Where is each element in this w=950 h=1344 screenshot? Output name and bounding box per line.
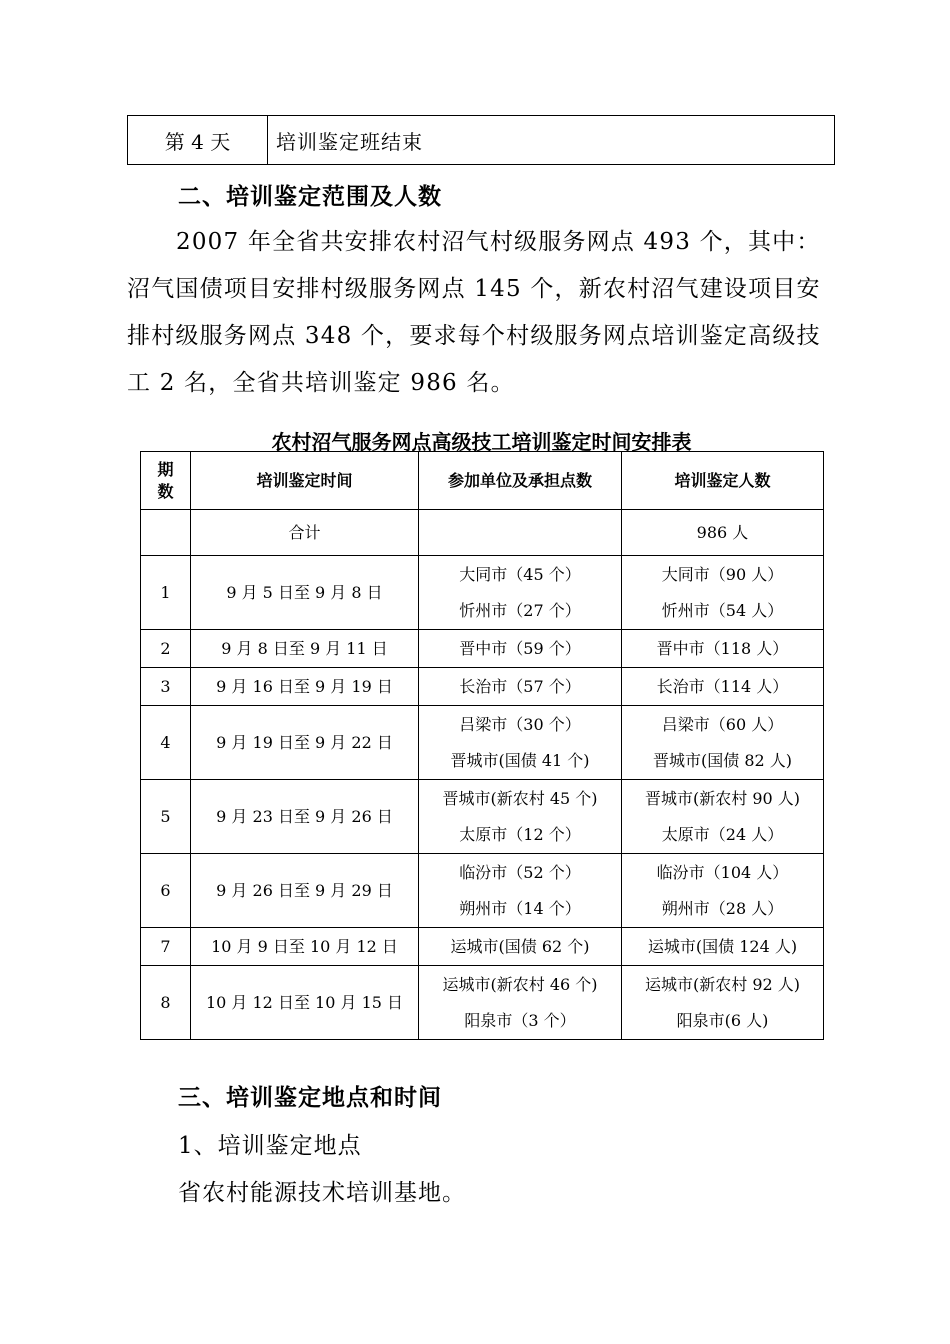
table-row [141, 630, 824, 668]
period-cell: 1 [141, 556, 191, 630]
units-cell: 晋中市（59 个） [419, 630, 622, 668]
period-cell: 7 [141, 928, 191, 966]
people-cell [622, 966, 824, 1040]
units-header: 参加单位及承担点数 [419, 452, 622, 510]
section3-heading: 三、培训鉴定地点和时间 [178, 1085, 442, 1111]
paragraph-line: 2007 年全省共安排农村沼气村级服务网点 493 个，其中： [176, 229, 821, 255]
units-line: 晋城市(国债 41 个) [450, 750, 590, 770]
people-line: 临汾市（104 人） [656, 862, 789, 882]
people-line: 忻州市（54 人） [661, 600, 784, 620]
table-row [128, 116, 835, 165]
units-cell [419, 966, 622, 1040]
period-cell: 8 [141, 966, 191, 1040]
people-line: 朔州市（28 人） [661, 898, 784, 918]
table-header-row [141, 452, 824, 510]
people-line: 晋城市(国债 82 人) [652, 750, 793, 770]
time-header: 培训鉴定时间 [191, 452, 419, 510]
period-header-line2: 数 [157, 481, 174, 501]
people-line: 运城市(新农村 92 人) [644, 974, 801, 994]
units-cell [419, 706, 622, 780]
period-cell: 3 [141, 668, 191, 706]
period-cell: 6 [141, 854, 191, 928]
paragraph-line: 工 2 名，全省共培训鉴定 986 名。 [127, 370, 515, 396]
people-cell: 运城市(国债 124 人) [622, 928, 824, 966]
section3-item1: 1、培训鉴定地点 [178, 1133, 362, 1159]
table-row [141, 854, 824, 928]
units-line: 临汾市（52 个） [459, 862, 581, 882]
day-cell: 第 4 天 [128, 116, 268, 165]
section2-heading: 二、培训鉴定范围及人数 [178, 184, 442, 210]
time-cell: 9 月 8 日至 9 月 11 日 [191, 630, 419, 668]
time-cell: 10 月 9 日至 10 月 12 日 [191, 928, 419, 966]
people-line: 大同市（90 人） [661, 564, 784, 584]
paragraph-line: 沼气国债项目安排村级服务网点 145 个，新农村沼气建设项目安 [127, 276, 821, 302]
total-people: 986 人 [622, 510, 824, 556]
period-cell: 5 [141, 780, 191, 854]
top-table [127, 115, 835, 165]
people-cell [622, 780, 824, 854]
time-cell: 9 月 16 日至 9 月 19 日 [191, 668, 419, 706]
table-row [141, 780, 824, 854]
units-line: 朔州市（14 个） [459, 898, 581, 918]
people-line: 晋城市(新农村 90 人) [644, 788, 801, 808]
time-cell: 9 月 19 日至 9 月 22 日 [191, 706, 419, 780]
units-line: 阳泉市（3 个） [464, 1010, 576, 1030]
people-line: 太原市（24 人） [661, 824, 784, 844]
day-description-cell: 培训鉴定班结束 [268, 116, 835, 165]
people-cell [622, 556, 824, 630]
people-cell [622, 706, 824, 780]
total-row [141, 510, 824, 556]
schedule-table [140, 451, 824, 1040]
table-cell [419, 510, 622, 556]
table-row [141, 706, 824, 780]
table-row [141, 928, 824, 966]
people-cell [622, 854, 824, 928]
people-cell: 长治市（114 人） [622, 668, 824, 706]
time-cell: 9 月 26 日至 9 月 29 日 [191, 854, 419, 928]
time-cell: 10 月 12 日至 10 月 15 日 [191, 966, 419, 1040]
people-line: 阳泉市(6 人) [676, 1010, 769, 1030]
time-cell: 9 月 23 日至 9 月 26 日 [191, 780, 419, 854]
units-cell: 运城市(国债 62 个) [419, 928, 622, 966]
people-cell: 晋中市（118 人） [622, 630, 824, 668]
period-header-line1: 期 [157, 459, 174, 479]
schedule-table-title: 农村沼气服务网点高级技工培训鉴定时间安排表 [271, 430, 692, 454]
section2-paragraph [127, 219, 839, 407]
table-cell [141, 510, 191, 556]
period-cell: 2 [141, 630, 191, 668]
section3-item1-text: 省农村能源技术培训基地。 [178, 1180, 466, 1206]
table-row [141, 966, 824, 1040]
table-row [141, 668, 824, 706]
paragraph-line: 排村级服务网点 348 个，要求每个村级服务网点培训鉴定高级技 [127, 323, 821, 349]
period-header [141, 452, 191, 510]
units-cell [419, 556, 622, 630]
units-cell: 长治市（57 个） [419, 668, 622, 706]
units-line: 吕梁市（30 个） [459, 714, 581, 734]
table-row [141, 556, 824, 630]
total-label: 合计 [191, 510, 419, 556]
units-line: 晋城市(新农村 45 个) [442, 788, 598, 808]
units-line: 运城市(新农村 46 个) [442, 974, 598, 994]
units-line: 大同市（45 个） [459, 564, 581, 584]
units-cell [419, 854, 622, 928]
people-header: 培训鉴定人数 [622, 452, 824, 510]
period-cell: 4 [141, 706, 191, 780]
units-line: 太原市（12 个） [459, 824, 581, 844]
people-line: 吕梁市（60 人） [661, 714, 784, 734]
units-cell [419, 780, 622, 854]
time-cell: 9 月 5 日至 9 月 8 日 [191, 556, 419, 630]
units-line: 忻州市（27 个） [459, 600, 581, 620]
